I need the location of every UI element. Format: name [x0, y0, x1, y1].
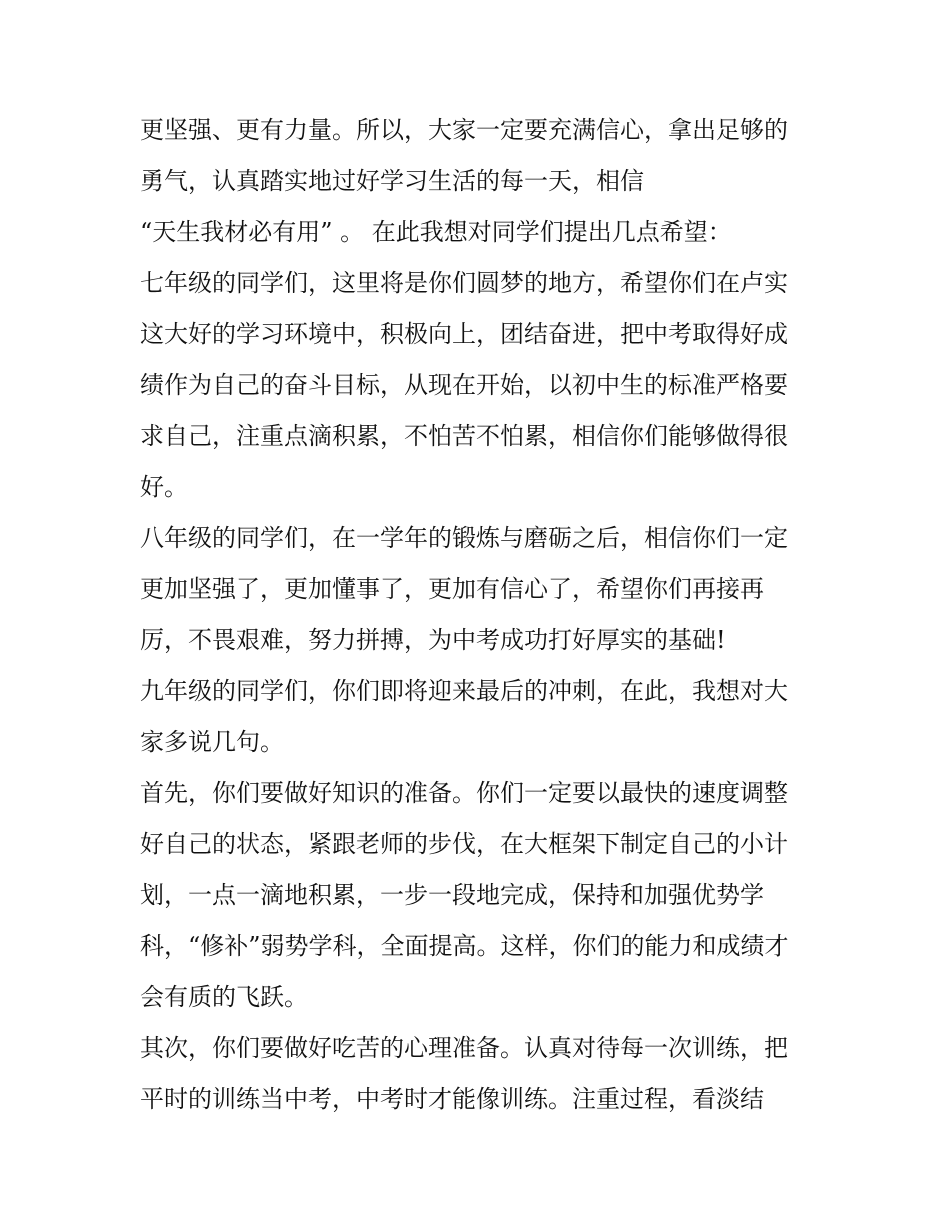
text-line: 其次，你们要做好吃苦的心理准备。认真对待每一次训练，把: [140, 1034, 788, 1062]
text-line: 家多说几句。: [140, 728, 284, 756]
text-line: 七年级的同学们，这里将是你们圆梦的地方，希望你们在卢实: [140, 269, 788, 297]
text-line: 勇气，认真踏实地过好学习生活的每一天，相信: [140, 167, 644, 195]
text-line: 会有质的飞跃。: [140, 983, 308, 1011]
text-line: 更加坚强了，更加懂事了，更加有信心了，希望你们再接再: [140, 575, 764, 603]
text-line: 八年级的同学们，在一学年的锻炼与磨砺之后，相信你们一定: [140, 524, 788, 552]
text-line: 科，“修补”弱势学科，全面提高。这样，你们的能力和成绩才: [140, 932, 789, 960]
text-line: 厉，不畏艰难，努力拼搏，为中考成功打好厚实的基础!: [140, 626, 726, 654]
text-line: 划，一点一滴地积累，一步一段地完成，保持和加强优势学: [140, 881, 764, 909]
text-line: 平时的训练当中考，中考时才能像训练。注重过程，看淡结: [140, 1085, 764, 1113]
text-line: 绩作为自己的奋斗目标，从现在开始，以初中生的标准严格要: [140, 371, 788, 399]
body-text: [140, 108, 820, 1128]
text-line: 更坚强、更有力量。所以，大家一定要充满信心，拿出足够的: [140, 116, 788, 144]
text-line: 首先，你们要做好知识的准备。你们一定要以最快的速度调整: [140, 779, 788, 807]
text-line: 这大好的学习环境中，积极向上，团结奋进，把中考取得好成: [140, 320, 788, 348]
text-line: 好。: [140, 473, 188, 501]
text-line: 好自己的状态，紧跟老师的步伐，在大框架下制定自己的小计: [140, 830, 788, 858]
text-line: “天生我材必有用” 。 在此我想对同学们提出几点希望：: [140, 218, 732, 246]
text-line: 九年级的同学们，你们即将迎来最后的冲刺，在此，我想对大: [140, 677, 788, 705]
text-line: 求自己，注重点滴积累，不怕苦不怕累，相信你们能够做得很: [140, 422, 788, 450]
